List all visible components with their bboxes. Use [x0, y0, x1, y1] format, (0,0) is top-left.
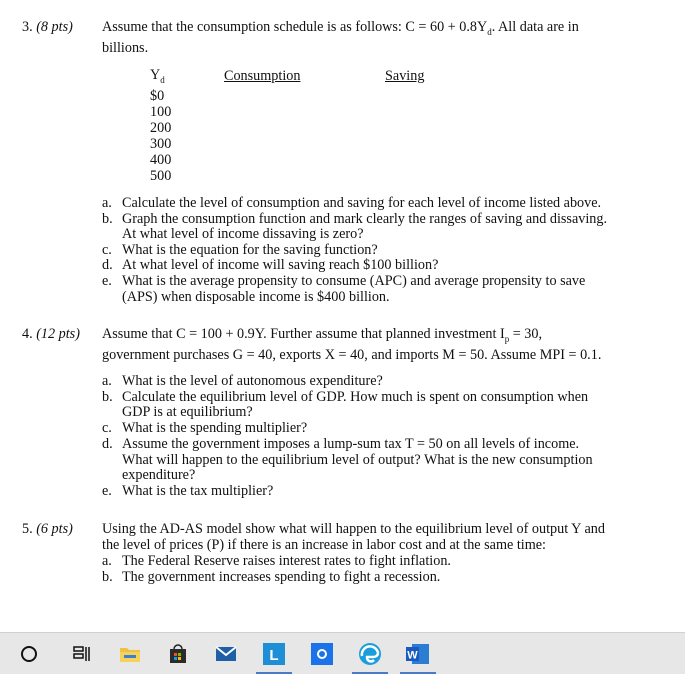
- task-view-icon[interactable]: [58, 633, 106, 674]
- part-continuation: expenditure?: [122, 467, 196, 484]
- part-text: At what level of income will saving reach $100 billion?: [122, 257, 439, 274]
- part-text: What is the level of autonomous expenditure?: [122, 373, 383, 389]
- part-text: The Federal Reserve raises interest rates to fight inflation.: [122, 553, 451, 569]
- question-4-intro-line-2: government purchases G = 40, exports X = 40, and imports M = 50. Assume MPI = 0.1.: [102, 346, 602, 363]
- svg-text:L: L: [269, 646, 279, 664]
- file-explorer-icon[interactable]: [106, 633, 154, 674]
- part-continuation: What will happen to the equilibrium level of output? What is the new consumption: [122, 451, 593, 468]
- yd-row-value: 200: [150, 119, 172, 136]
- part-label: c.: [102, 241, 112, 258]
- question-4-parts: [102, 374, 593, 500]
- yd-row-value: 300: [150, 135, 172, 152]
- part-text: What is the spending multiplier?: [122, 420, 308, 437]
- q4-part-a: [102, 374, 593, 390]
- question-3-number: 3. (8 pts): [22, 19, 73, 35]
- question-3-parts: [102, 196, 607, 305]
- search-circle-icon[interactable]: [0, 633, 58, 674]
- part-label: b.: [102, 210, 113, 227]
- part-text: What is the average propensity to consume (APC) and average propensity to save: [122, 272, 586, 289]
- blue-square-app-icon[interactable]: [298, 633, 346, 674]
- table-header-saving: Saving: [385, 68, 425, 84]
- table-column-yd: [150, 67, 171, 184]
- yd-row-value: 500: [150, 167, 172, 184]
- word-icon[interactable]: [394, 633, 442, 674]
- yd-header: $Y_d$: [150, 67, 165, 85]
- part-continuation: At what level of income dissaving is zero?: [122, 226, 364, 243]
- question-3-intro-line-2: billions.: [102, 39, 149, 56]
- part-label: b.: [102, 388, 113, 405]
- q5-part-b: [102, 569, 451, 585]
- q3-part-d: [102, 258, 607, 274]
- q4-part-c: [102, 421, 593, 437]
- edge-browser-icon[interactable]: [346, 633, 394, 674]
- yd-row-value: 400: [150, 151, 172, 168]
- q4-part-d: [102, 437, 593, 484]
- part-continuation: GDP is at equilibrium?: [122, 404, 253, 421]
- part-label: c.: [102, 420, 112, 437]
- part-label: a.: [102, 195, 112, 211]
- launcher-l-icon[interactable]: [250, 633, 298, 674]
- part-text: Calculate the equilibrium level of GDP. How much is spent on consumption when: [122, 388, 589, 405]
- question-3-intro-line-1: Assume that the consumption schedule is as follows: $C = 60 + 0.8Y_d$. All data are in: [102, 19, 579, 37]
- part-label: e.: [102, 482, 112, 499]
- part-text: What is the tax multiplier?: [122, 482, 274, 499]
- question-5-number: 5. (6 pts): [22, 521, 73, 537]
- part-label: e.: [102, 272, 112, 289]
- question-4-body: [102, 326, 682, 363]
- question-4-intro-line-1: Assume that C = 100 + 0.9Y. Further assume that planned investment $I_p = 30$,: [102, 326, 543, 344]
- q3-part-b: [102, 212, 607, 243]
- question-5-parts: [102, 553, 451, 585]
- q4-part-b: [102, 390, 593, 421]
- store-icon[interactable]: [154, 633, 202, 674]
- part-text: What is the equation for the saving function?: [122, 241, 378, 258]
- question-5-intro-line-1: Using the AD-AS model show what will happen to the equilibrium level of output Y and: [102, 521, 605, 537]
- part-text: Graph the consumption function and mark clearly the ranges of saving and dissaving.: [122, 210, 608, 227]
- part-text: The government increases spending to fight a recession.: [122, 569, 441, 585]
- q4-part-e: [102, 484, 593, 500]
- question-5-intro-line-2: the level of prices (P) if there is an increase in labor cost and at the same time:: [102, 537, 546, 553]
- part-text: Calculate the level of consumption and saving for each level of income listed above.: [122, 195, 602, 211]
- mail-icon[interactable]: [202, 633, 250, 674]
- question-3-body: [102, 19, 682, 56]
- q3-part-a: [102, 196, 607, 212]
- svg-text:W: W: [407, 649, 418, 661]
- q3-part-c: [102, 243, 607, 259]
- part-text: Assume the government imposes a lump-sum tax T = 50 on all levels of income.: [122, 435, 580, 452]
- table-header-consumption: Consumption: [224, 68, 301, 84]
- part-label: b.: [102, 569, 113, 585]
- part-label: d.: [102, 435, 113, 452]
- yd-row-value: 100: [150, 103, 172, 120]
- part-continuation: (APS) when disposable income is $400 billion.: [122, 288, 390, 305]
- windows-taskbar: [0, 632, 685, 674]
- part-label: d.: [102, 257, 113, 274]
- q5-part-a: [102, 553, 451, 569]
- part-label: a.: [102, 373, 112, 389]
- part-label: a.: [102, 553, 112, 569]
- yd-row-value: $0: [150, 87, 165, 104]
- q3-part-e: [102, 274, 607, 305]
- question-4-number: 4. (12 pts): [22, 326, 80, 342]
- question-5-body: [102, 521, 682, 553]
- yd-rows: [150, 88, 171, 184]
